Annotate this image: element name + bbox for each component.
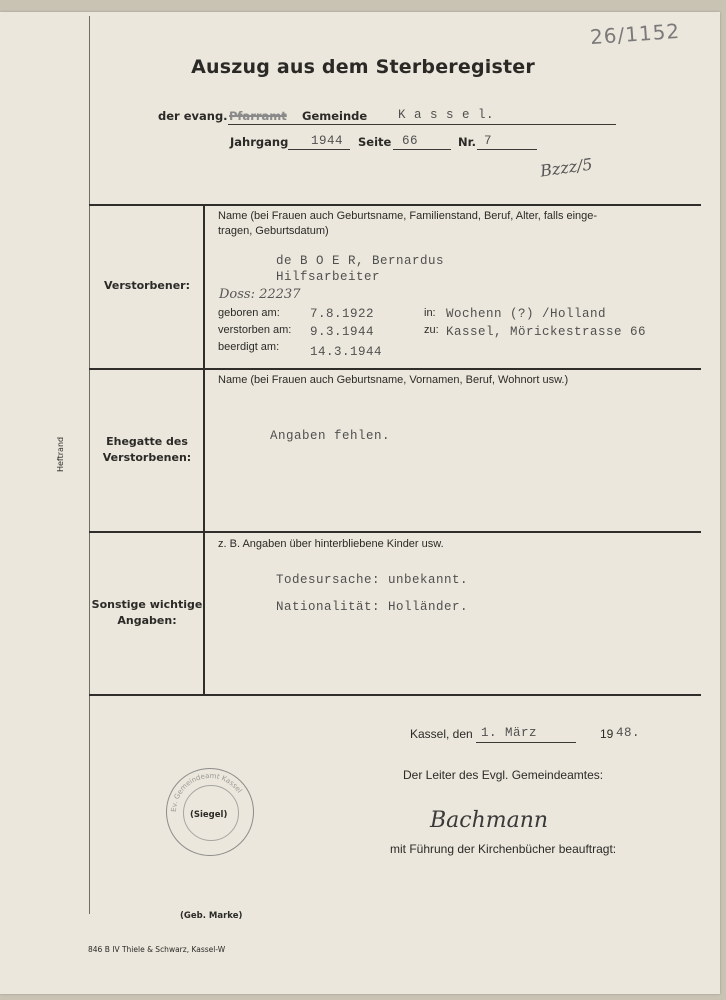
nationality: Nationalität: Holländer. xyxy=(276,600,469,614)
commission-line: mit Führung der Kirchenbücher beauftragt: xyxy=(390,842,617,856)
place-date-label: Kassel, den xyxy=(410,727,473,741)
handwritten-mark: Bzzz/5 xyxy=(538,154,594,181)
parish-struck-word: Pfarramt xyxy=(229,109,287,123)
parish-underline xyxy=(228,124,616,125)
other-row-label: Sonstige wichtige Angaben: xyxy=(91,598,203,627)
gemeinde-label: Gemeinde xyxy=(302,109,368,123)
year-suffix: 48. xyxy=(616,726,641,740)
date-underline xyxy=(476,742,576,743)
jahrgang-underline xyxy=(288,149,350,150)
parish-place: K a s s e l. xyxy=(398,108,495,122)
dossier-note: Doss: 22237 xyxy=(219,287,301,302)
printer-imprint: 846 B IV Thiele & Schwarz, Kassel-W xyxy=(88,945,226,954)
seite-value: 66 xyxy=(402,134,419,148)
svg-text:Ev. Gemeindeamt Kassel xyxy=(170,772,244,812)
spouse-row-label: Ehegatte des Verstorbenen: xyxy=(102,435,192,464)
spouse-value: Angaben fehlen. xyxy=(270,429,391,443)
jahrgang-label: Jahrgang xyxy=(230,135,289,149)
born-date: 7.8.1922 xyxy=(310,307,375,321)
in-label: in: xyxy=(424,307,436,319)
nr-label: Nr. xyxy=(458,135,477,149)
nr-value: 7 xyxy=(484,134,493,148)
nr-underline xyxy=(477,149,537,150)
year-prefix: 19 xyxy=(600,727,614,741)
document-title: Auszug aus dem Sterberegister xyxy=(191,56,535,78)
seite-label: Seite xyxy=(358,135,392,149)
parish-prefix: der evang. xyxy=(158,109,228,123)
other-instruction: z. B. Angaben über hinterbliebene Kinder usw. xyxy=(218,538,444,550)
heftrand-label: Heftrand xyxy=(56,436,65,472)
date-typed: 1. März xyxy=(481,726,538,740)
spouse-instruction: Name (bei Frauen auch Geburtsname, Vornamen, Beruf, Wohnort usw.) xyxy=(218,374,569,386)
table-row-line-2 xyxy=(89,531,701,533)
deceased-instruction-line2: tragen, Geburtsdatum) xyxy=(218,225,329,237)
death-place: Kassel, Mörickestrasse 66 xyxy=(446,325,647,339)
deceased-name: de B O E R, Bernardus xyxy=(276,254,445,268)
cause-of-death: Todesursache: unbekannt. xyxy=(276,573,469,587)
table-top-line xyxy=(89,204,701,206)
seal-label: (Siegel) xyxy=(190,810,228,820)
table-bottom-line xyxy=(89,694,701,696)
zu-label: zu: xyxy=(424,324,439,336)
jahrgang-value: 1944 xyxy=(311,134,344,148)
stamp-label: (Geb. Marke) xyxy=(180,911,243,921)
signature: Bachmann xyxy=(430,808,549,833)
birth-place: Wochenn (?) /Holland xyxy=(446,307,607,321)
deceased-occupation: Hilfsarbeiter xyxy=(276,270,381,284)
born-label: geboren am: xyxy=(218,307,280,319)
deceased-instruction: Name (bei Frauen auch Geburtsname, Familienstand, Beruf, Alter, falls einge- xyxy=(218,210,598,222)
leader-line: Der Leiter des Evgl. Gemeindeamtes: xyxy=(403,768,604,782)
deceased-row-label: Verstorbener: xyxy=(103,279,191,292)
buried-label: beerdigt am: xyxy=(218,341,280,353)
died-date: 9.3.1944 xyxy=(310,325,375,339)
died-label: verstorben am: xyxy=(218,324,292,336)
seite-underline xyxy=(393,149,451,150)
buried-date: 14.3.1944 xyxy=(310,345,383,359)
seal-text: Ev. Gemeindeamt Kassel xyxy=(169,771,244,813)
table-row-line-1 xyxy=(89,368,701,370)
reference-number: 26/1152 xyxy=(589,18,681,50)
